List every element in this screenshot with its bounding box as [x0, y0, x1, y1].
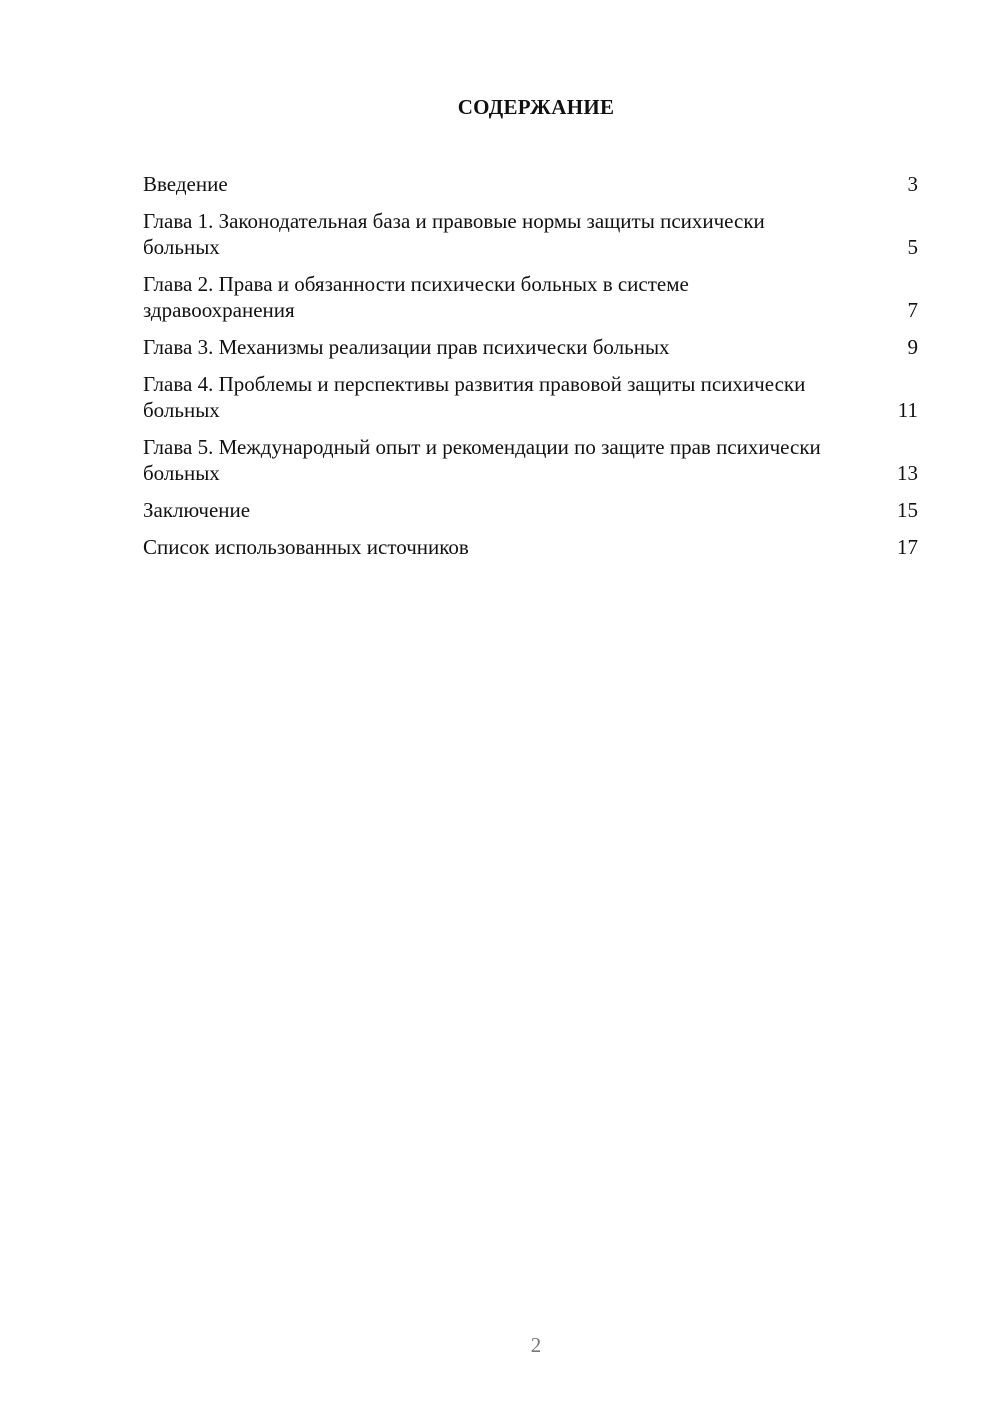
toc-entry-label: Заключение: [143, 498, 251, 522]
toc-entry-page: 11: [897, 398, 918, 422]
toc-entry-label: Глава 1. Законодательная база и правовые нормы защиты психически больных: [143, 209, 765, 259]
toc-entry-page: 7: [907, 298, 918, 322]
toc-entry-page: 17: [897, 535, 918, 559]
toc-entry-page: 3: [907, 172, 918, 196]
toc-entry-references[interactable]: [143, 534, 918, 560]
toc-entry-chapter-5[interactable]: [143, 434, 918, 486]
toc-entry-chapter-1[interactable]: [143, 208, 918, 260]
toc-entry-label: Список использованных источников: [143, 535, 469, 559]
toc-entry-chapter-4[interactable]: [143, 371, 918, 423]
page-number: 2: [530, 1333, 542, 1357]
toc-entry-page: 15: [897, 498, 918, 522]
toc-entry-label: Глава 4. Проблемы и перспективы развития правовой защиты психически больных: [143, 372, 806, 422]
toc-entry-conclusion[interactable]: [143, 497, 918, 523]
toc-entry-label: Глава 2. Права и обязанности психически больных в системе здравоохранения: [143, 272, 689, 322]
toc-entry-chapter-3[interactable]: [143, 334, 918, 360]
toc-entry-page: 5: [907, 235, 918, 259]
toc-entry-label: Глава 5. Международный опыт и рекомендации по защите прав психически больных: [143, 435, 821, 485]
page-title: СОДЕРЖАНИЕ: [457, 95, 615, 119]
toc-entry-page: 9: [907, 335, 918, 359]
toc-entry-chapter-2[interactable]: [143, 271, 918, 323]
table-of-contents: [143, 171, 918, 571]
toc-entry-page: 13: [897, 461, 918, 485]
toc-entry-label: Глава 3. Механизмы реализации прав психически больных: [143, 335, 670, 359]
toc-entry-label: Введение: [143, 172, 228, 196]
toc-entry-introduction[interactable]: [143, 171, 918, 197]
